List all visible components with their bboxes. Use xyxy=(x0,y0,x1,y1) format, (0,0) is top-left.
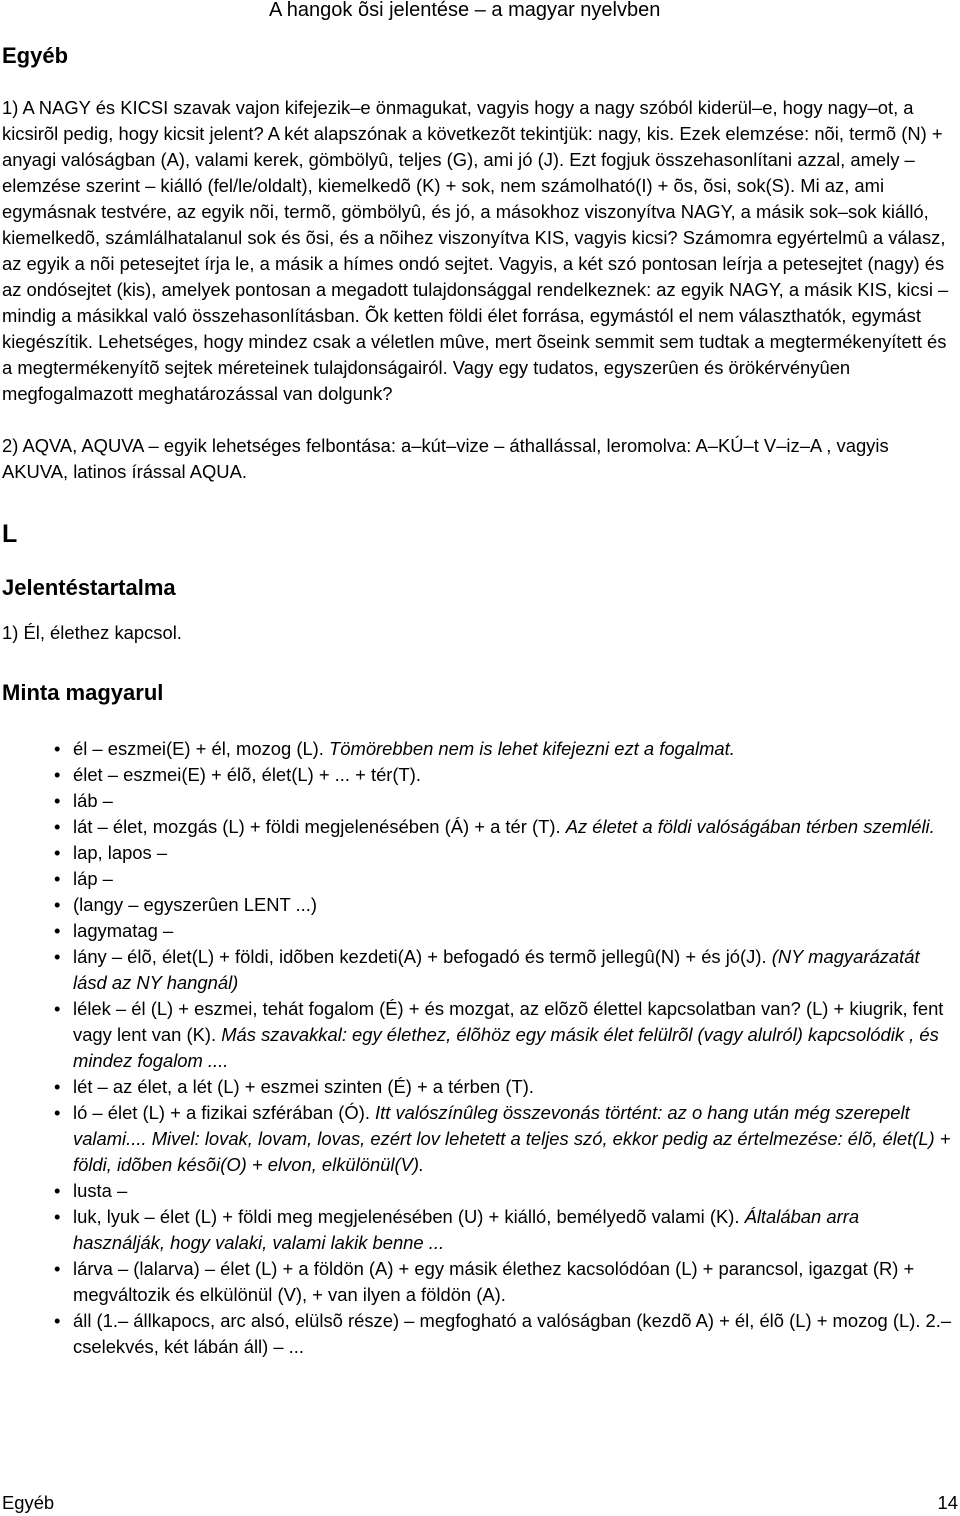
paragraph-nagy-kicsi: 1) A NAGY és KICSI szavak vajon kifejezik–e önmagukat, vagyis hogy a nagy szóból kiderül–e, hogy nagy–ot, a kicsirõl pedig, hogy kicsit jelent? A két alapszónak a következõt tekintjük: nagy, kis. Ezek elemzése: nõi, termõ (N) + anyagi valóságban (A), valami kerek, gömbölyû, teljes (G), ami jó (J). Ezt fogjuk összehasonlítani azzal, amely – elemzése szerint – kiálló (fel/le/oldalt), kiemelkedõ (K) + sok, nem számolható(I) + õs, õsi, sok(S). Mi az, ami egymásnak testvére, az egyik nõi, termõ, gömbölyû, és jó, a másokhoz viszonyítva NAGY, a másik sok–sok kiálló, kiemelkedõ, számlálhatalanul sok és õsi, és a nõihez viszonyítva KIS, vagyis kicsi? Számomra egyértelmû a válasz, az egyik a nõi petesejtet írja le, a másik a hímes ondó sejtet. Vagyis, a két szó pontosan leírja a petesejtet (nagy) és az ondósejtet (kis), amelyek pontosan a megadott tulajdonsággal rendelkeznek: az egyik NAGY, a másik KIS, kicsi – mindig a másikkal való összehasonlításban. Õk ketten földi élet forrása, egymástól el nem választhatók, egymást kiegészítik. Lehetséges, hogy mindez csak a véletlen mûve, mert õseink semmit sem tudtak a megtermékenyített és a megtermékenyítõ sejtek méreteinek tulajdonságairól. Vagy egy tudatos, egyszerûen és örökérvényûen megfogalmazott meghatározással van dolgunk? xyxy=(2,97,949,404)
page-number: 14 xyxy=(937,1492,958,1513)
item-note: Tömörebben nem is lehet kifejezni ezt a fogalmat. xyxy=(329,738,735,759)
section-title: Egyéb xyxy=(2,43,69,68)
item-text: (langy – egyszerûen LENT ...) xyxy=(73,894,317,915)
meaning-heading: Jelentéstartalma xyxy=(2,575,176,600)
item-text: luk, lyuk – élet (L) + földi meg megjelenésében (U) + kiálló, bemélyedõ valami (K). xyxy=(73,1206,745,1227)
item-text: láb – xyxy=(73,790,113,811)
bullet-icon: • xyxy=(54,920,61,941)
bullet-icon: • xyxy=(54,738,61,759)
item-text: áll (1.– állkapocs, arc alsó, elülsõ része) – megfogható a valóságban (kezdõ A) + él, élõ (L) + mozog (L). 2.– cselekvés, két lábán áll) – ... xyxy=(73,1310,952,1357)
item-text: lány – élõ, élet(L) + földi, idõben kezdeti(A) + befogadó és termõ jellegû(N) + és jó(J). xyxy=(73,946,772,967)
list-item xyxy=(54,866,954,892)
letter-heading: L xyxy=(2,520,18,548)
item-note: (NY magyarázatát lásd az NY hangnál) xyxy=(73,946,920,993)
meaning-text: 1) Él, élethez kapcsol. xyxy=(2,622,182,643)
item-note: Más szavakkal: egy élethez, élõhöz egy másik élet felülrõl (vagy alulról) kapcsolódik , és mindez fogalom .... xyxy=(73,1024,939,1071)
examples-heading: Minta magyarul xyxy=(2,680,164,705)
bullet-icon: • xyxy=(54,1180,61,1201)
item-note: Általában arra használják, hogy valaki, valami lakik benne ... xyxy=(73,1206,860,1253)
item-text: ló – élet (L) + a fizikai szférában (Ó). xyxy=(73,1102,376,1123)
footer-section: Egyéb xyxy=(2,1492,55,1513)
bullet-icon: • xyxy=(54,868,61,889)
item-text: lárva – (lalarva) – élet (L) + a földön (A) + egy másik élethez kacsolódóan (L) + parancsol, igazgat (R) + megváltozik és elkülönül (V), + van ilyen a földön (A). xyxy=(73,1258,915,1305)
list-item xyxy=(54,892,954,918)
page-header-title: A hangok õsi jelentése – a magyar nyelvben xyxy=(269,0,661,21)
bullet-icon: • xyxy=(54,998,61,1019)
document-body xyxy=(2,95,954,1360)
list-item xyxy=(54,1308,954,1360)
item-text: lét – az élet, a lét (L) + eszmei szinten (É) + a térben (T). xyxy=(73,1076,534,1097)
bullet-icon: • xyxy=(54,1206,61,1227)
item-text: él – eszmei(E) + él, mozog (L). xyxy=(73,738,330,759)
item-note: Itt valószínûleg összevonás történt: az o hang után még szerepelt valami.... Mivel: lovak, lovam, lovas, ezért lov lehetett a teljes szó, ekkor pedig az értelmezése: élõ, élet(L) + földi, idõben késõi(O) + elvon, elkülönül(V). xyxy=(73,1102,951,1175)
list-item xyxy=(54,1178,954,1204)
item-text: lusta – xyxy=(73,1180,128,1201)
bullet-icon: • xyxy=(54,790,61,811)
bullet-icon: • xyxy=(54,1076,61,1097)
bullet-icon: • xyxy=(54,1258,61,1279)
list-item xyxy=(54,788,954,814)
bullet-icon: • xyxy=(54,1310,61,1331)
item-text: lagymatag – xyxy=(73,920,174,941)
bullet-icon: • xyxy=(54,894,61,915)
item-text: élet – eszmei(E) + élõ, élet(L) + ... + tér(T). xyxy=(73,764,422,785)
list-item xyxy=(54,762,954,788)
item-text: lélek – él (L) + eszmei, tehát fogalom (É) + és mozgat, az elõzõ élettel kapcsolatban van? (L) + kiugrik, fent vagy lent van (K). xyxy=(73,998,944,1045)
bullet-icon: • xyxy=(54,946,61,967)
bullet-icon: • xyxy=(54,764,61,785)
item-text: láp – xyxy=(73,868,113,889)
paragraph-aqva: 2) AQVA, AQUVA – egyik lehetséges felbontása: a–kút–vize – áthallással, leromolva: A–KÚ–t V–iz–A , vagyis AKUVA, latinos írással AQUA. xyxy=(2,435,889,482)
bullet-icon: • xyxy=(54,816,61,837)
list-item xyxy=(54,840,954,866)
list-item xyxy=(54,944,954,996)
list-item xyxy=(54,918,954,944)
list-item xyxy=(54,1256,954,1308)
bullet-icon: • xyxy=(54,1102,61,1123)
list-item xyxy=(54,1074,954,1100)
list-item xyxy=(54,814,954,840)
list-item xyxy=(54,996,954,1074)
item-text: lap, lapos – xyxy=(73,842,168,863)
item-text: lát – élet, mozgás (L) + földi megjelenésében (Á) + a tér (T). xyxy=(73,816,566,837)
item-note: Az életet a földi valóságában térben szemléli. xyxy=(565,816,935,837)
list-item xyxy=(54,1100,954,1178)
examples-list xyxy=(2,736,954,1360)
bullet-icon: • xyxy=(54,842,61,863)
list-item xyxy=(54,1204,954,1256)
list-item xyxy=(54,736,954,762)
